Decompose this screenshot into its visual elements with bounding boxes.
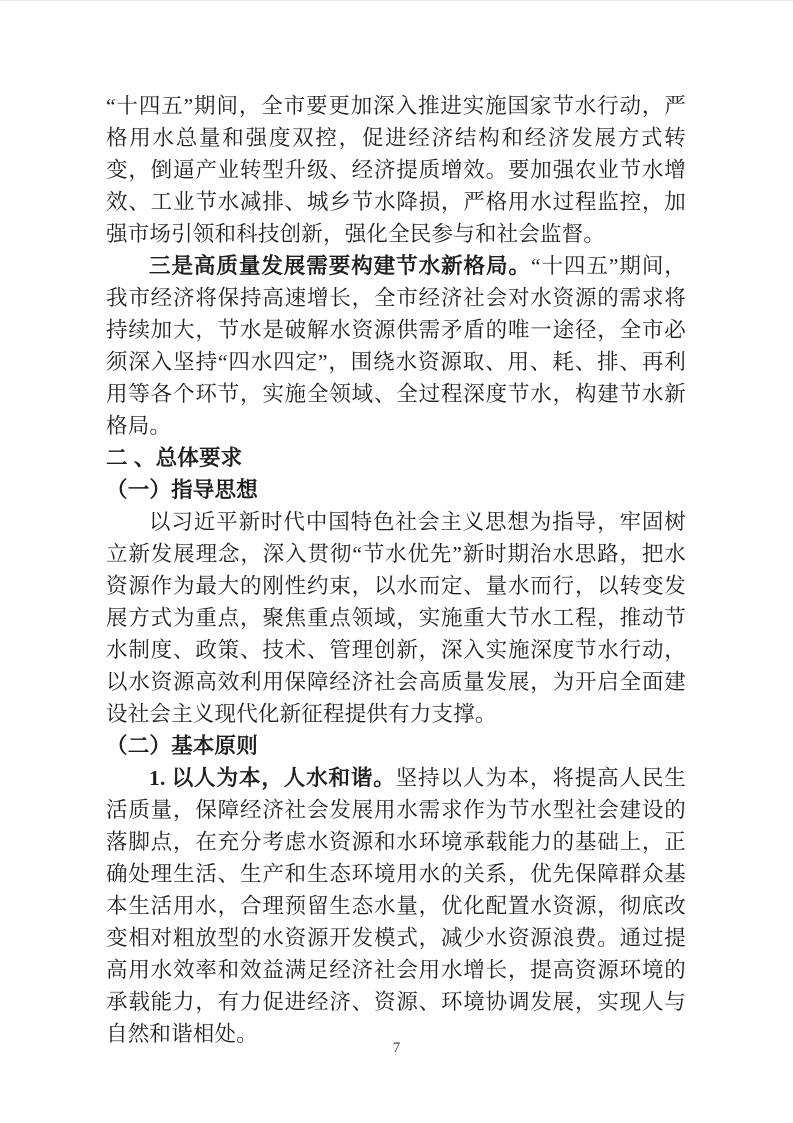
paragraph-continuation-text: “十四五”期间，全市要更加深入推进实施国家节水行动，严格用水总量和强度双控，促进经济结构和经济发展方式转变，倒逼产业转型升级、经济提质增效。要加强农业节水增效、工业节水减排、城乡节水降损，严格用水过程监控，加强市场引领和科技创新，强化全民参与和社会监督。	[106, 94, 686, 246]
paragraph-new-pattern-text: “十四五”期间，我市经济将保持高速增长，全市经济社会对水资源的需求将持续加大，节水是破解水资源供需矛盾的唯一途径，全市必须深入坚持“四水四定”，围绕水资源取、用、耗、排、再利用等各个环节，实施全领域、全过程深度节水，构建节水新格局。	[106, 254, 687, 438]
paragraph-continuation	[106, 90, 686, 250]
paragraph-new-pattern	[106, 250, 686, 442]
paragraph-principle-1-text: 坚持以人为本，将提高人民生活质量，保障经济社会发展用水需求作为节水型社会建设的落脚点，在充分考虑水资源和水环境承载能力的基础上，正确处理生活、生产和生态环境用水的关系，优先保障群众基本生活用水，合理预留生态水量，优化配置水资源，彻底改变相对粗放型的水资源开发模式，减少水资源浪费。通过提高用水效率和效益满足经济社会用水增长，提高资源环境的承载能力，有力促进经济、资源、环境协调发展，实现人与自然和谐相处。	[106, 766, 686, 1046]
paragraph-new-pattern-lead: 三是高质量发展需要构建节水新格局。	[149, 254, 531, 278]
paragraph-principle-1-lead: 1. 以人为本，人水和谐。	[149, 766, 396, 790]
section-heading-overall-requirements: 二 、总体要求	[106, 446, 243, 470]
subsection-heading-basic-principles: （二）基本原则	[106, 734, 258, 758]
paragraph-principle-1	[106, 762, 686, 1050]
document-body	[106, 90, 686, 1050]
paragraph-guiding-ideology	[106, 506, 686, 730]
subsection-heading-guiding-ideology: （一）指导思想	[106, 478, 258, 502]
paragraph-guiding-ideology-text: 以习近平新时代中国特色社会主义思想为指导，牢固树立新发展理念，深入贯彻“节水优先”新时期治水思路，把水资源作为最大的刚性约束，以水而定、量水而行，以转变发展方式为重点，聚焦重点领域，实施重大节水工程，推动节水制度、政策、技术、管理创新，深入实施深度节水行动，以水资源高效利用保障经济社会高质量发展，为开启全面建设社会主义现代化新征程提供有力支撑。	[106, 510, 686, 726]
page-number: 7	[392, 1040, 401, 1056]
